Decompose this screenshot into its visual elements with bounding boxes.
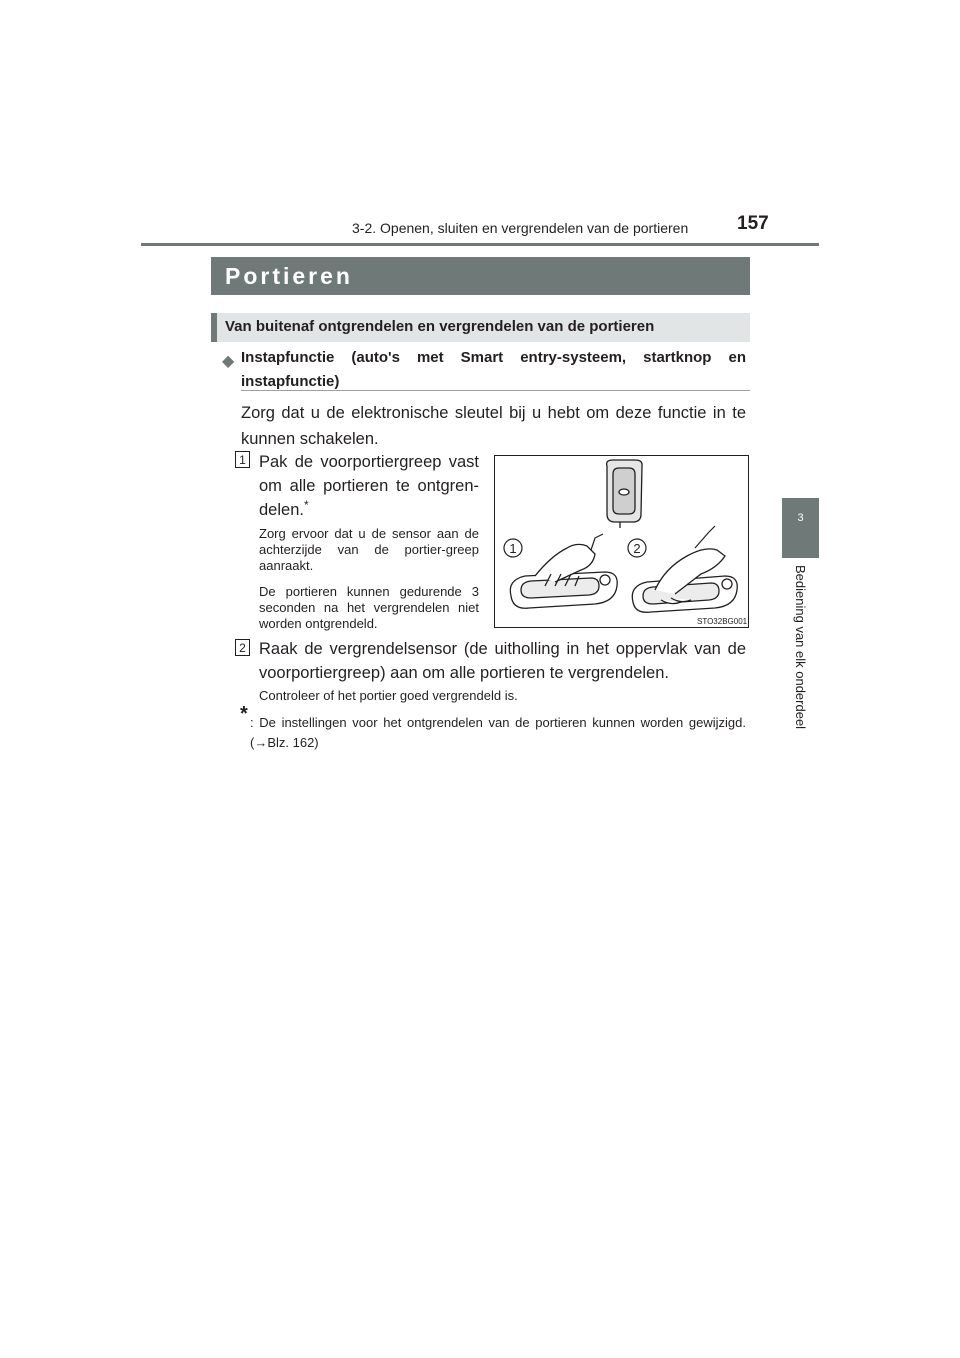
step-2-number: 2 bbox=[235, 639, 250, 656]
illustration-svg bbox=[495, 456, 748, 627]
arm-lines bbox=[591, 526, 715, 550]
section-title: Portieren bbox=[225, 263, 353, 289]
feature-heading: Instapfunctie (auto's met Smart entry-systeem, startknop en instapfunctie) bbox=[241, 349, 746, 390]
footnote-marker: * bbox=[240, 703, 248, 725]
figure-code: STO32BG001 bbox=[697, 617, 748, 626]
door-handle-right bbox=[632, 549, 737, 612]
diamond-bullet-icon: ◆ bbox=[222, 353, 235, 370]
door-handle-left bbox=[510, 544, 617, 608]
chapter-tab: 3 bbox=[782, 498, 819, 558]
step-1-text bbox=[259, 450, 479, 523]
chapter-header: 3-2. Openen, sluiten en vergrendelen van de portieren bbox=[352, 220, 689, 236]
step-2-text: Raak de vergrendelsensor (de uitholling in het oppervlak van de voorportiergreep) aan om alle portieren te vergrendelen. bbox=[259, 640, 746, 682]
page-number: 157 bbox=[737, 213, 769, 234]
subsection-accent-bar bbox=[211, 313, 217, 342]
feature-heading-rule bbox=[241, 390, 750, 391]
step-1-body: Pak de voorportiergreep vast om alle portieren te ontgren-delen. bbox=[259, 453, 479, 519]
key-and-door-handle-illustration bbox=[494, 455, 749, 628]
footnote-text: : De instellingen voor het ontgrendelen van de portieren kunnen worden gewijzigd. (→Blz. 162) bbox=[250, 715, 746, 750]
header-rule bbox=[141, 243, 819, 246]
step-1-note-2: De portieren kunnen gedurende 3 seconden na het vergrendelen niet worden ontgrendeld. bbox=[259, 584, 479, 631]
step-1-footnote-marker: * bbox=[303, 498, 309, 512]
feature-intro: Zorg dat u de elektronische sleutel bij u hebt om deze functie in te kunnen schakelen. bbox=[241, 404, 746, 448]
callout-1-label: 1 bbox=[509, 541, 517, 556]
step-1-number: 1 bbox=[235, 451, 250, 468]
subsection-title: Van buitenaf ontgrendelen en vergrendelen van de portieren bbox=[225, 318, 655, 335]
step-1-note-1: Zorg ervoor dat u de sensor aan de achterzijde van de portier-greep aanraakt. bbox=[259, 526, 479, 573]
step-2-note: Controleer of het portier goed vergrendeld is. bbox=[259, 688, 518, 703]
smart-key-icon bbox=[607, 460, 643, 528]
chapter-tab-label: Bediening van elk onderdeel bbox=[793, 565, 808, 730]
callout-2-label: 2 bbox=[633, 541, 641, 556]
